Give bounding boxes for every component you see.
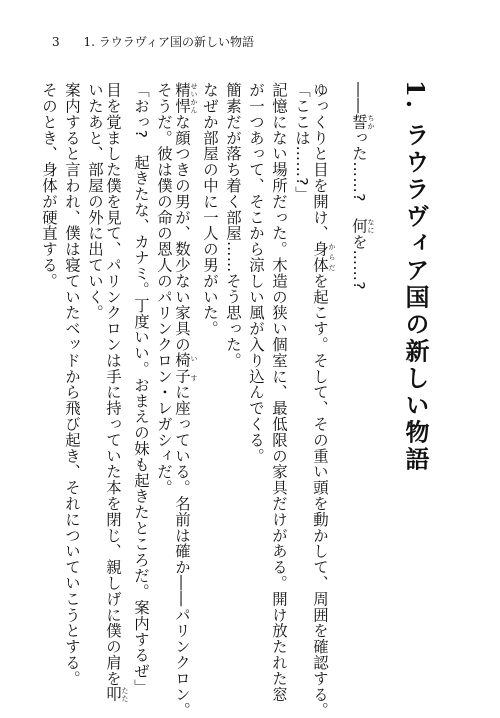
line-text: 誓 <box>350 113 368 130</box>
line-text: に座っている。名前は確か――パリンクロン。 <box>173 384 191 718</box>
text-line: なぜか部屋の中に一人の男がいた。 <box>201 82 219 337</box>
furigana: せいかん <box>190 82 198 114</box>
line-text: 何 <box>350 217 368 234</box>
line-text: 目を覚ました僕を見て、パリンクロンは手に持っていた本を閉じ、親しげに僕の肩を <box>104 82 122 687</box>
ruby-word <box>173 352 198 385</box>
text-line <box>311 82 336 718</box>
ruby-word <box>350 217 375 234</box>
furigana: からだ <box>328 241 336 273</box>
ruby-word <box>104 686 129 703</box>
line-text: な顔つきの男が、数少ない家具の <box>173 113 191 353</box>
text-line <box>173 82 198 718</box>
line-text: ―― <box>350 82 368 114</box>
text-line: 記憶にない場所だった。木造の狭い個室に、最低限の家具だけがある。開け放たれた窓 <box>270 82 288 703</box>
text-line <box>350 82 375 291</box>
text-line: 簡素だが落ち着く部屋……そう思った。 <box>224 82 242 369</box>
ruby-word <box>173 82 198 114</box>
line-text: 精悍 <box>173 82 191 114</box>
furigana: なに <box>367 217 375 234</box>
text-line: そうだ。彼は僕の命の恩人のパリンクロン・レガシィだ。 <box>155 82 173 496</box>
running-title: 1. ラウラヴィア国の新しい物語 <box>83 35 255 49</box>
text-line: そのとき、身体が硬直する。 <box>40 82 58 289</box>
text-line: 案内すると言われ、僕は寝ていたベッドから飛び起き、それについていこうとする。 <box>63 82 81 687</box>
line-text: った……? <box>350 129 368 218</box>
text-line: が一つあって、そこから涼しい風が入り込んでくる。 <box>247 82 265 464</box>
chapter-title: 1. ラウラヴィア国の新しい物語 <box>401 80 430 474</box>
line-text: を起こす。そして、その重い頭を動かして、周囲を確認する。 <box>311 272 329 718</box>
text-line: 「ここは……?」 <box>293 82 311 202</box>
furigana: ちか <box>367 113 375 130</box>
furigana: い す <box>190 352 198 385</box>
text-line <box>104 82 129 703</box>
line-text: 叩 <box>104 686 122 703</box>
ruby-word <box>311 241 336 273</box>
text-line: 「おっ? 起きたな、カナミ。丁度いい。おまえの妹も起きたところだ。案内するぜ」 <box>132 82 150 695</box>
line-text: 身体 <box>311 241 329 273</box>
line-text: を……? <box>350 233 368 291</box>
furigana: たた <box>121 686 129 703</box>
ruby-word <box>350 113 375 130</box>
text-line: いたあと、部屋の外に出ていく。 <box>86 82 104 321</box>
line-text: ゆっくりと目を開け、 <box>311 82 329 241</box>
running-header <box>52 33 254 50</box>
page-number: 3 <box>52 35 60 49</box>
line-text: 椅子 <box>173 352 191 385</box>
